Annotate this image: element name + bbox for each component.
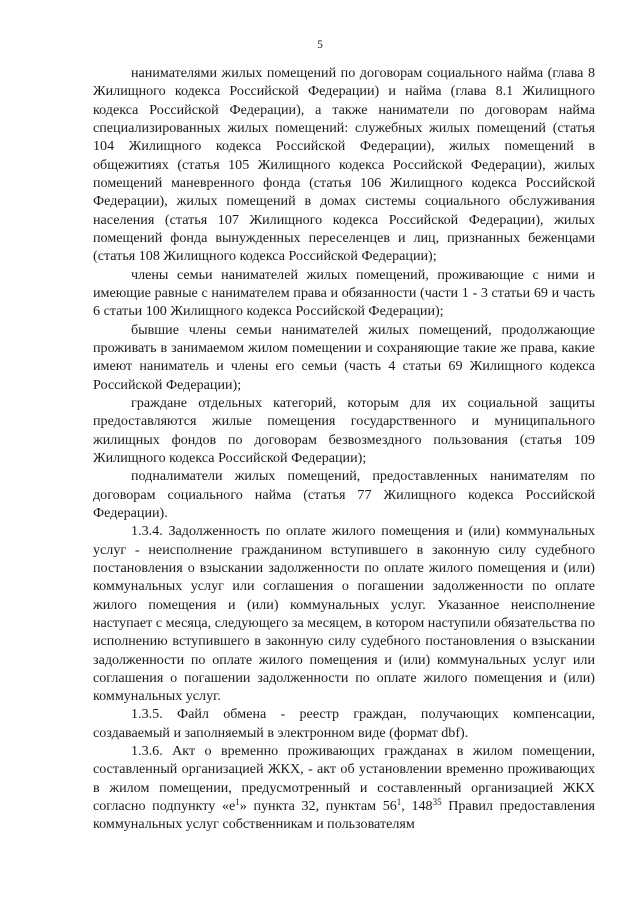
page-number: 5 bbox=[317, 39, 323, 51]
paragraph-1-3-6-text-b: » пункта 32, пунктам 56 bbox=[239, 798, 397, 815]
document-body bbox=[93, 64, 595, 834]
superscript-footnote: 1 bbox=[235, 797, 240, 808]
paragraph-tenants: нанимателями жилых помещений по договорам социального найма (глава 8 Жилищного кодекса Российской Федерации) и найма (глава 8.1 Жилищного кодекса Российской Федерации), а также наниматели по договорам найма специализированных жилых помещений: служебных жилых помещений (статья 104 Жилищного кодекса Российской Федерации), жилых помещений в общежитиях (статья 105 Жилищного кодекса Российской Федерации), жилых помещений маневренного фонда (статья 106 Жилищного кодекса Российской Федерации), жилых помещений в домах системы социального обслуживания населения (статья 107 Жилищного кодекса Российской Федерации), жилых помещений фонда вынужденных переселенцев и лиц, признанных беженцами (статья 108 Жилищного кодекса Российской Федерации); bbox=[93, 65, 595, 265]
paragraph-special-categories: граждане отдельных категорий, которым для их социальной защиты предоставляются жилые помещения государственного и муниципального жилищных фондов по договорам безвозмездного пользования (статья 109 Жилищного кодекса Российской Федерации); bbox=[93, 394, 595, 466]
paragraph-1-3-6-text-c: , 148 bbox=[401, 798, 433, 815]
paragraph-1-3-6-text-a: 1.3.6. Акт о временно проживающих гражданах в жилом помещении, составленный организацией ЖКХ, - акт об установлении временно проживающих в жилом помещении, предусмотренный и составленный организацией ЖКХ согласно подпункту «е bbox=[93, 743, 595, 815]
paragraph-subtenants: подналиматели жилых помещений, предоставленных нанимателям по договорам социального найма (статья 77 Жилищного кодекса Российской Федерации). bbox=[93, 468, 595, 521]
paragraph-family-members: члены семьи нанимателей жилых помещений, проживающие с ними и имеющие равные с нанимателем права и обязанности (части 1 - 3 статьи 69 и часть 6 статьи 100 Жилищного кодекса Российской Федерации); bbox=[93, 266, 595, 320]
paragraph-former-family-members: бывшие члены семьи нанимателей жилых помещений, продолжающие проживать в занимаемом жилом помещении и сохраняющие такие же права, какие имеют наниматель и члены его семьи (часть 4 статьи 69 Жилищного кодекса Российской Федерации); bbox=[93, 321, 595, 393]
paragraph-1-3-6-text-d: Правил предоставления коммунальных услуг собственникам и пользователям bbox=[93, 798, 596, 833]
superscript-footnote: 35 bbox=[432, 797, 442, 808]
superscript-footnote: 1 bbox=[396, 797, 402, 808]
paragraph-1-3-6-act bbox=[93, 742, 595, 834]
paragraph-1-3-4-debt: 1.3.4. Задолженность по оплате жилого помещения и (или) коммунальных услуг - неисполнение гражданином вступившего в законную силу судебного постановления о взыскании задолженности по оплате жилого помещения и (или) коммунальных услуг или соглашения о погашении задолженности по оплате жилого помещения и (или) коммунальных услуг. Указанное неисполнение наступает с месяца, следующего за месяцем, в котором наступили обязательства по исполнению вступившего в законную силу судебного постановления о взыскании задолженности по оплате жилого помещения и (или) коммунальных услуг или соглашения о погашении задолженности по оплате жилого помещения и (или) коммунальных услуг. bbox=[93, 523, 595, 705]
paragraph-1-3-5-exchange-file: 1.3.5. Файл обмена - реестр граждан, получающих компенсации, создаваемый и заполняемый в электронном виде (формат dbf). bbox=[93, 706, 595, 741]
